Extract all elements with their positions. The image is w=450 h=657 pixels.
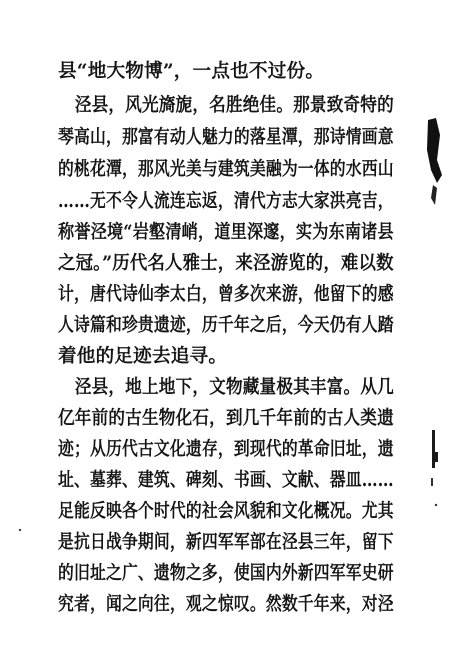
- text-line: 的旧址之广、遗物之多，使国内外新四军军史研: [58, 563, 394, 584]
- text-line: 的桃花潭，那风光美与建筑美融为一体的水西山: [58, 159, 394, 180]
- text-line: 足能反映各个时代的社会风貌和文化概况。尤其: [58, 501, 394, 522]
- text-line: 之冠。”历代名人雅士，来泾游览的，难以数: [58, 253, 394, 274]
- text-line: 究者，闻之向往，观之惊叹。然数千年来，对泾: [58, 594, 394, 615]
- text-line: 是抗日战争期间，新四军军部在泾县三年，留下: [58, 532, 394, 553]
- text-line: 址、墓葬、建筑、碑刻、书画、文献、器皿……: [58, 470, 394, 491]
- text-line: 琴高山，那富有动人魅力的落星潭，那诗情画意: [58, 127, 394, 148]
- text-line: 称誉泾境“岩壑清峭，道里深邃，实为东南诸县: [58, 222, 394, 243]
- text-line: 县“地大物博”，一点也不过份。: [58, 61, 325, 82]
- text-line: 迹；从历代古文化遗存，到现代的革命旧址，遗: [58, 439, 394, 460]
- text-line: 计，唐代诗仙李太白，曾多次来游，他留下的感: [58, 284, 394, 305]
- text-line: 泾县，地上地下，文物藏量极其丰富。从几: [58, 377, 394, 398]
- text-line: 着他的足迹去追寻。: [58, 346, 228, 367]
- text-line: 泾县，风光旖旎，名胜绝佳。那景致奇特的: [58, 95, 394, 116]
- text-line: ……无不令人流连忘返，清代方志大家洪亮吉，: [58, 191, 394, 212]
- text-line: 亿年前的古生物化石，到几千年前的古人类遗: [58, 408, 394, 429]
- text-line: 人诗篇和珍贵遗迹，历千年之后，今天仍有人踏: [58, 315, 394, 336]
